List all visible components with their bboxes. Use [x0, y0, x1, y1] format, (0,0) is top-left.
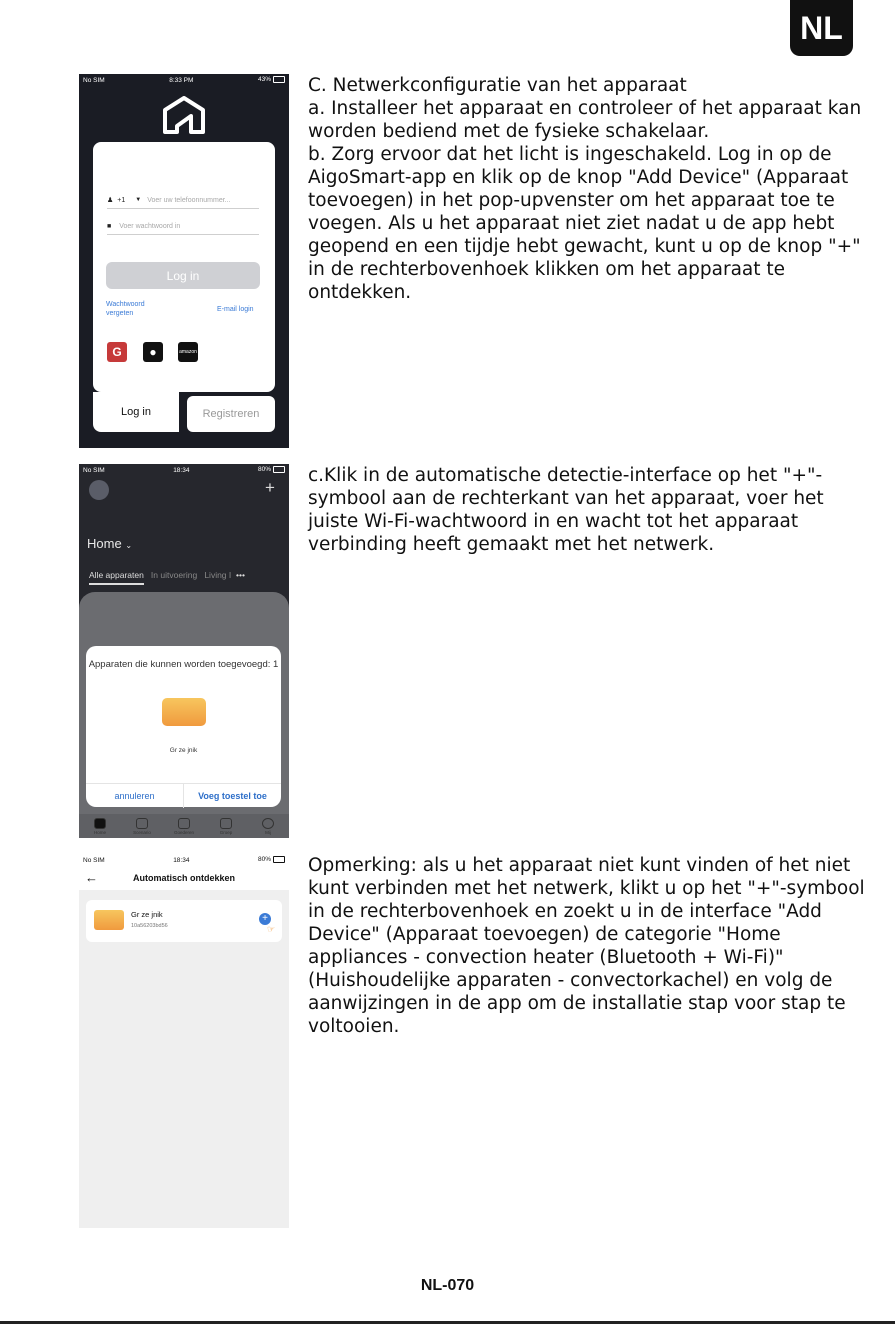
add-device-icon[interactable]: + — [259, 913, 271, 925]
tab-living[interactable]: Living I — [204, 570, 232, 580]
page-header — [79, 866, 289, 890]
heater-icon — [94, 910, 124, 930]
profile-icon — [262, 818, 274, 829]
tab-login[interactable]: Log in — [93, 392, 179, 432]
bottom-nav — [79, 814, 289, 838]
home-icon — [94, 818, 106, 829]
user-icon: ♟ — [107, 197, 114, 204]
home-label: Home — [87, 536, 122, 551]
box-icon — [178, 818, 190, 829]
device-name: Gr ze jnik — [169, 747, 198, 754]
dialog-title: Apparaten die kunnen worden toegevoegd: 1 — [88, 659, 279, 670]
add-device-dialog — [86, 646, 281, 807]
tap-hand-icon: ☞ — [267, 924, 276, 934]
add-device-screenshot — [79, 464, 289, 838]
email-login-link[interactable]: E-mail login — [217, 306, 254, 313]
carrier-label: No SIM — [83, 76, 105, 84]
section-heading: C. Netwerkconfiguratie van het apparaat — [308, 75, 687, 96]
add-icon[interactable]: + — [265, 478, 275, 497]
status-bar — [79, 74, 289, 86]
section-network-config — [308, 74, 868, 304]
nav-scenario[interactable] — [121, 814, 163, 838]
note-paragraph: Opmerking: als u het apparaat niet kunt vinden of het niet kunt verbinden met het netwerk, klikt u op het "+"-symbool in de rechterbovenhoek en zoekt u in de interface "Add Device" (Apparaat toevoegen) de categorie "Home appliances - convection heater (Bluetooth + Wi-Fi)" (Huishoudelijke apparaten - convectorkachel) en volg de aanwijzingen in de app om de installatie stap voor stap te voltooien. — [308, 855, 865, 1037]
auto-discover-screenshot — [79, 854, 289, 1228]
back-arrow-icon[interactable]: ← — [85, 870, 98, 885]
page-title: Automatisch ontdekken — [132, 873, 235, 883]
cancel-button[interactable]: annuleren — [114, 791, 155, 801]
nav-goods[interactable] — [163, 814, 205, 838]
device-id: 10a56203bd56 — [131, 923, 168, 929]
add-device-button[interactable]: Voeg toestel toe — [183, 784, 281, 808]
language-badge: NL — [790, 0, 853, 56]
phone-number-field[interactable] — [107, 192, 259, 209]
lock-icon: ■ — [107, 222, 112, 230]
nav-label: Scenario — [133, 829, 151, 835]
paragraph-c: c.Klik in de automatische detectie-interface op het "+"-symbool aan de rechterkant van het apparaat, voer het juiste Wi-Fi-wachtwoord in en wacht tot het apparaat verbinding heeft gemaakt met het netwerk. — [308, 465, 824, 555]
battery-icon — [273, 856, 285, 863]
tab-all-devices[interactable]: Alle apparaten — [89, 570, 144, 585]
amazon-login-icon[interactable]: amazon — [178, 342, 198, 362]
time-label: 8:33 PM — [169, 76, 194, 84]
time-label: 18:34 — [173, 856, 190, 864]
status-bar — [79, 854, 289, 866]
section-auto-detect — [308, 464, 868, 556]
phone-placeholder: Voer uw telefoonnummer... — [147, 196, 231, 204]
room-tabs — [89, 570, 245, 580]
chevron-down-icon[interactable]: ▼ — [135, 197, 142, 203]
nav-label: Mij — [265, 829, 271, 835]
forgot-password-link[interactable]: Wachtwoord vergeten — [106, 301, 145, 317]
nav-label: Goederen — [173, 829, 194, 835]
nav-home[interactable] — [79, 814, 121, 838]
apple-login-icon[interactable]: ● — [143, 342, 163, 362]
tab-in-progress[interactable]: In uitvoering — [150, 570, 198, 580]
login-screenshot — [79, 74, 289, 448]
chevron-down-icon: ⌄ — [125, 541, 133, 550]
app-logo-icon — [163, 96, 205, 134]
country-code[interactable]: +1 — [117, 196, 126, 204]
password-field[interactable] — [107, 218, 259, 235]
nav-label: Home — [93, 829, 106, 835]
page-number: NL-070 — [420, 1277, 475, 1294]
paragraph-b: b. Zorg ervoor dat het licht is ingeschakeld. Log in op de AigoSmart-app en klik op de knop "Add Device" (Apparaat toevoegen) in het pop-upvenster om het apparaat toe te voegen. Als u het apparaat niet ziet nadat u de app hebt geopend en een tijdje hebt gewacht, kunt u op de knop "+" in de rechterbovenhoek klikken om het apparaat te ontdekken. — [308, 144, 861, 303]
heater-icon — [162, 698, 206, 726]
login-card — [93, 142, 275, 392]
nav-label: Groep — [219, 829, 233, 835]
device-name: Gr ze jnik — [131, 910, 163, 919]
google-login-icon[interactable]: G — [107, 342, 127, 362]
section-note — [308, 854, 868, 1038]
battery-label: 80% — [257, 466, 271, 474]
battery-icon — [273, 466, 285, 473]
scenario-icon — [136, 818, 148, 829]
group-icon — [220, 818, 232, 829]
password-placeholder: Voer wachtwoord in — [119, 222, 181, 230]
battery-label: 80% — [257, 856, 271, 864]
more-icon[interactable]: ••• — [236, 570, 245, 580]
tab-register[interactable]: Registreren — [187, 396, 275, 432]
paragraph-a: a. Installeer het apparaat en controleer of het apparaat kan worden bediend met de fysieke schakelaar. — [308, 98, 862, 142]
nav-me[interactable] — [247, 814, 289, 838]
carrier-label: No SIM — [83, 466, 105, 474]
avatar[interactable] — [89, 480, 109, 500]
discovered-device-card[interactable] — [86, 900, 282, 942]
time-label: 18:34 — [173, 466, 190, 474]
battery-label: 43% — [257, 76, 271, 84]
status-bar — [79, 464, 289, 476]
battery-icon — [273, 76, 285, 83]
carrier-label: No SIM — [83, 856, 105, 864]
home-selector[interactable] — [87, 536, 132, 551]
login-button[interactable]: Log in — [106, 262, 260, 289]
nav-group[interactable] — [205, 814, 247, 838]
